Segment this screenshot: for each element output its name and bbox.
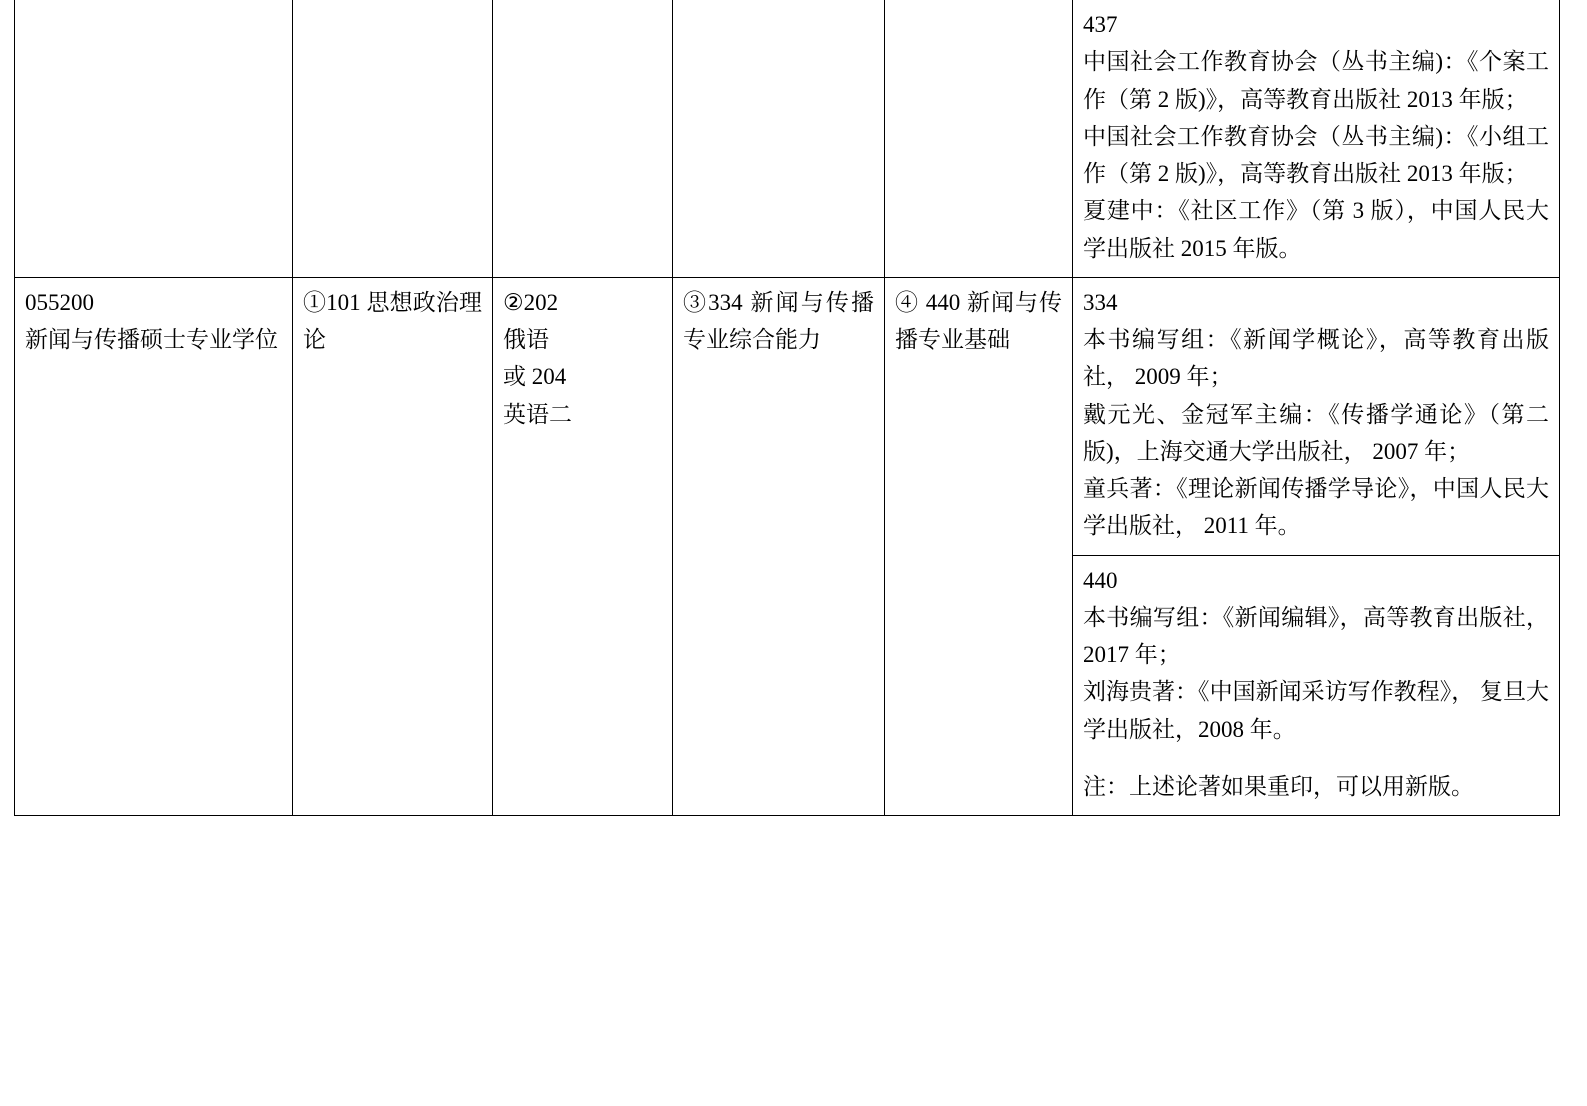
subject-2-line: ②202 (503, 289, 559, 315)
cell-major (15, 277, 293, 815)
subject-3: ③334 新闻与传播专业综合能力 (683, 289, 874, 352)
cell-subject2-empty (493, 0, 673, 277)
subject-2-line: 俄语 (503, 327, 549, 352)
book-entry: 夏建中：《社区工作》（第 3 版），中国人民大学出版社 2015 年版。 (1083, 198, 1549, 261)
cell-major-empty (15, 0, 293, 277)
subject-1: ①101 思想政治理论 (303, 289, 482, 352)
book-entry: 中国社会工作教育协会（丛书主编)：《个案工作（第 2 版)》，高等教育出版社 2013 年版； (1083, 49, 1549, 112)
books-note: 注：上述论著如果重印，可以用新版。 (1083, 773, 1474, 799)
book-entry: 童兵著：《理论新闻传播学导论》，中国人民大学出版社， 2011 年。 (1083, 476, 1549, 539)
book-code: 440 (1083, 567, 1118, 593)
cell-subject1 (293, 277, 493, 815)
cell-subject3 (673, 277, 885, 815)
cell-subject4 (885, 277, 1073, 815)
book-code: 334 (1083, 289, 1118, 315)
table-row (15, 277, 1560, 555)
subject-2-line: 英语二 (503, 401, 572, 427)
cell-reference-books-437 (1073, 0, 1560, 277)
book-entry: 刘海贵著：《中国新闻采访写作教程》， 复旦大学出版社，2008 年。 (1083, 679, 1549, 742)
cell-subject3-empty (673, 0, 885, 277)
table-row (15, 0, 1560, 277)
book-entry: 本书编写组：《新闻编辑》，高等教育出版社， 2017 年； (1083, 604, 1549, 667)
exam-subjects-table (14, 0, 1560, 816)
major-code: 055200 (25, 289, 94, 315)
cell-reference-books-440 (1073, 555, 1560, 816)
cell-subject4-empty (885, 0, 1073, 277)
book-code: 437 (1083, 12, 1118, 37)
major-name: 新闻与传播硕士专业学位 (25, 327, 278, 352)
subject-2-line: 或 204 (503, 364, 567, 390)
book-entry: 戴元光、金冠军主编：《传播学通论》（第二版)，上海交通大学出版社， 2007 年； (1083, 401, 1549, 464)
cell-subject2 (493, 277, 673, 815)
cell-subject1-empty (293, 0, 493, 277)
spacer (1083, 748, 1549, 768)
cell-reference-books-334 (1073, 277, 1560, 555)
book-entry: 中国社会工作教育协会（丛书主编)：《小组工作（第 2 版)》，高等教育出版社 2013 年版； (1083, 123, 1549, 186)
book-entry: 本书编写组：《新闻学概论》，高等教育出版社， 2009 年； (1083, 327, 1549, 390)
subject-4: ④ 440 新闻与传播专业基础 (895, 289, 1062, 352)
